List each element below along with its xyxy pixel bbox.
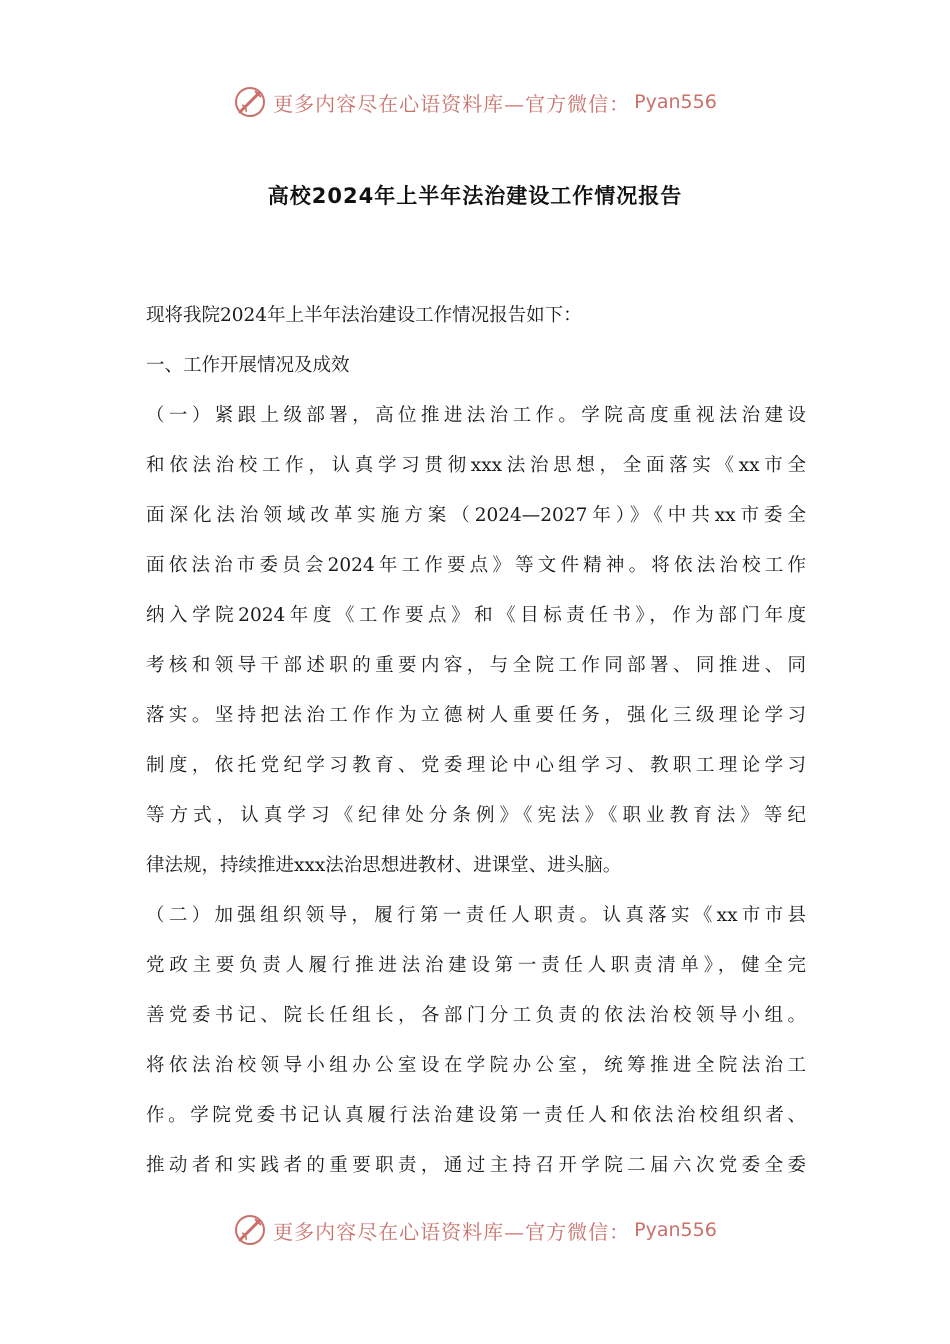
body-line: 将依法治校领导小组办公室设在学院办公室，统筹推进全院法治工 — [146, 1055, 806, 1076]
body-line: 面依法治市委员会2024年工作要点》等文件精神。将依法治校工作 — [146, 555, 806, 576]
section-heading: 一、工作开展情况及成效 — [146, 355, 350, 376]
body-line: （二）加强组织领导，履行第一责任人职责。认真落实《xx市市县 — [146, 905, 806, 926]
body-line: 党政主要负责人履行推进法治建设第一责任人职责清单》，健全完 — [146, 955, 806, 976]
body-line: 善党委书记、院长任组长，各部门分工负责的依法治校领导小组。 — [146, 1005, 806, 1026]
body-line: 现将我院2024年上半年法治建设工作情况报告如下： — [146, 305, 582, 326]
document-title: 高校2024年上半年法治建设工作情况报告 — [267, 184, 683, 208]
pen-logo-icon — [233, 1213, 267, 1247]
watermark-header — [0, 82, 950, 122]
body-line: 和依法治校工作，认真学习贯彻xxx法治思想，全面落实《xx市全 — [146, 455, 806, 476]
body-line: 制度，依托党纪学习教育、党委理论中心组学习、教职工理论学习 — [146, 755, 806, 776]
body-line: 纳入学院2024年度《工作要点》和《目标责任书》，作为部门年度 — [146, 605, 806, 626]
document-body — [146, 291, 806, 1191]
body-line: 落实。坚持把法治工作作为立德树人重要任务，强化三级理论学习 — [146, 705, 806, 726]
body-line: （一）紧跟上级部署，高位推进法治工作。学院高度重视法治建设 — [146, 405, 806, 426]
pen-logo-icon — [233, 85, 267, 119]
body-line: 作。学院党委书记认真履行法治建设第一责任人和依法治校组织者、 — [146, 1105, 806, 1126]
body-line: 等方式，认真学习《纪律处分条例》《宪法》《职业教育法》等纪 — [146, 805, 806, 826]
watermark-text: 更多内容尽在心语资料库—官方微信： — [273, 1219, 631, 1244]
body-line: 律法规，持续推进xxx法治思想进教材、进课堂、进头脑。 — [146, 855, 622, 876]
body-line: 考核和领导干部述职的重要内容，与全院工作同部署、同推进、同 — [146, 655, 806, 676]
watermark-handle: Pyan556 — [634, 1219, 717, 1241]
watermark-handle: Pyan556 — [634, 91, 717, 113]
body-line: 推动者和实践者的重要职责，通过主持召开学院二届六次党委全委 — [146, 1155, 806, 1176]
body-line: 面深化法治领域改革实施方案（2024—2027年）》《中共xx市委全 — [146, 505, 806, 526]
watermark-text: 更多内容尽在心语资料库—官方微信： — [273, 91, 631, 116]
watermark-footer — [0, 1210, 950, 1250]
